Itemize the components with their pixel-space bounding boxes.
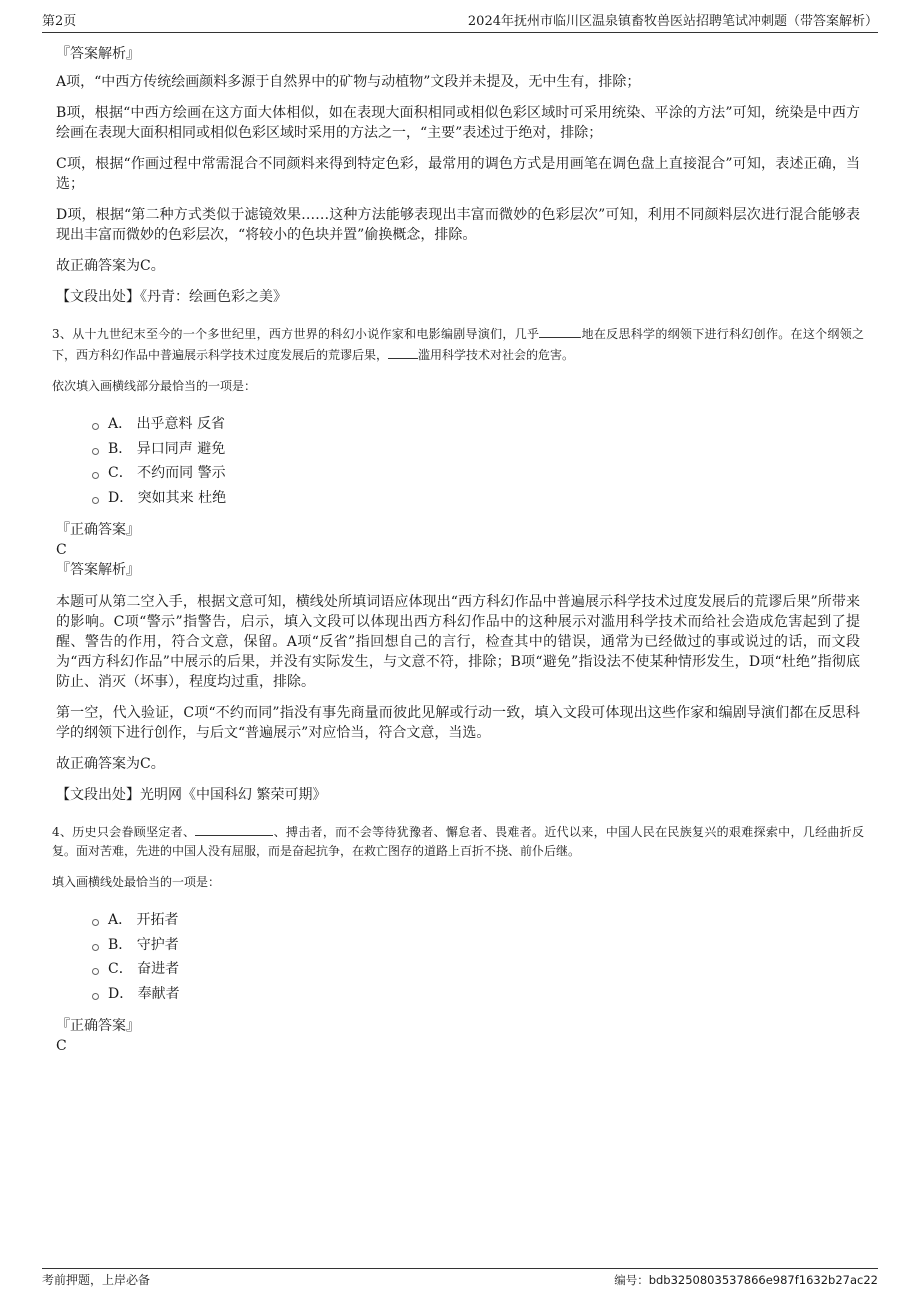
radio-icon[interactable] (92, 497, 99, 504)
radio-icon[interactable] (92, 944, 99, 951)
q2-conclusion: 故正确答案为C。 (56, 258, 165, 274)
q4-option-a[interactable] (92, 908, 864, 933)
q4-correct-answer: C (56, 1038, 67, 1054)
radio-icon[interactable] (92, 919, 99, 926)
radio-icon[interactable] (92, 448, 99, 455)
q2-source: 【文段出处】《丹青：绘画色彩之美》 (56, 289, 287, 305)
q2-analysis-b: B项，根据“中西方绘画在这方面大体相似，如在表现大面积相同或相似色彩区域时可采用统染、平涂的方法”可知，统染是中西方绘画在表现大面积相同或相似色彩区域时采用的方法之一，“主要”表述过于绝对，排除； (56, 105, 860, 141)
radio-icon[interactable] (92, 993, 99, 1000)
page-footer (42, 1268, 878, 1287)
q3-blank-2 (388, 344, 418, 359)
document-body (52, 44, 864, 1056)
document-title: 2024年抚州市临川区温泉镇畜牧兽医站招聘笔试冲刺题（带答案解析） (467, 14, 878, 29)
q4-option-c[interactable] (92, 957, 864, 982)
q4-instruction: 填入画横线处最恰当的一项是： (52, 875, 221, 889)
q4-question (52, 821, 864, 861)
q4-option-d[interactable] (92, 982, 864, 1007)
option-label: A． 出乎意料 反省 (108, 416, 226, 432)
q3-options (92, 412, 864, 510)
q3-option-b[interactable] (92, 437, 864, 462)
q4-options (92, 908, 864, 1006)
option-label: C． 奋进者 (108, 961, 180, 977)
q4-correct-title: 『正确答案』 (56, 1018, 140, 1034)
q3-text-1: 3、从十九世纪末至今的一个多世纪里，西方世界的科幻小说作家和电影编剧导演们，几乎 (52, 327, 540, 341)
q3-blank-1 (539, 323, 581, 338)
q3-analysis-1: 本题可从第二空入手，根据文意可知，横线处所填词语应体现出“西方科幻作品中普遍展示科学技术过度发展后的荒谬后果”所带来的影响。C项“警示”指警告，启示，填入文段可以体现出西方科幻作品中的这种展示对滥用科学技术而给社会造成危害起到了提醒、警告的作用，符合文意，保留。A项“反省”指回想自己的言行，检查其中的错误，通常为已经做过的事或说过的话，而文段为“西方科幻作品”中展示的后果，并没有实际发生，与文意不符，排除；B项“避免”指设法不使某种情形发生，D项“杜绝”指彻底防止、消灭（坏事），程度均过重，排除。 (56, 594, 860, 690)
q2-analysis-d: D项，根据“第二种方式类似于滤镜效果……这种方法能够表现出丰富而微妙的色彩层次”可知，利用不同颜料层次进行混合能够表现出丰富而微妙的色彩层次，“将较小的色块并置”偷换概念，排除。 (56, 207, 860, 243)
q3-analysis-2: 第一空，代入验证，C项“不约而同”指没有事先商量而彼此见解或行动一致，填入文段可体现出这些作家和编剧导演们都在反思科学的纲领下进行创作，与后文“普遍展示”对应恰当，符合文意，当选。 (56, 705, 860, 741)
radio-icon[interactable] (92, 968, 99, 975)
q3-conclusion: 故正确答案为C。 (56, 756, 165, 772)
q4-text-1: 4、历史只会眷顾坚定者、 (52, 825, 196, 839)
q3-analysis-title: 『答案解析』 (56, 562, 140, 578)
option-label: A． 开拓者 (108, 912, 179, 928)
q3-text-3: 滥用科学技术对社会的危害。 (418, 348, 575, 362)
q2-analysis-title: 『答案解析』 (56, 46, 140, 62)
page-header (42, 12, 878, 33)
q3-option-c[interactable] (92, 461, 864, 486)
option-label: C． 不约而同 警示 (108, 465, 226, 481)
footer-slogan: 考前押题，上岸必备 (42, 1273, 151, 1287)
footer-doc-id: 编号：bdb3250803537866e987f1632b27ac22 (614, 1273, 878, 1287)
q3-option-d[interactable] (92, 486, 864, 511)
q4-text-2: 、搏击者，而不会等待犹豫者、懈怠者、畏难者。近代以来，中国人民在民族复兴的艰难探索中，几经曲折反复。面对苦难，先进的中国人没有屈服，而是奋起抗争，在救亡图存的道路上百折不挠、前仆后继。 (52, 825, 864, 858)
q3-instruction: 依次填入画横线部分最恰当的一项是： (52, 379, 257, 393)
option-label: B． 异口同声 避免 (108, 440, 226, 457)
option-label: D． 突如其来 杜绝 (108, 489, 227, 506)
radio-icon[interactable] (92, 472, 99, 479)
q3-question (52, 323, 864, 365)
q3-text-2: 地在反思科学的纲领下进行科幻创作。在这个纲领之下，西方科幻作品中普遍展示科学技术过度发展后的荒谬后果， (52, 327, 864, 362)
q3-source: 【文段出处】光明网《中国科幻 繁荣可期》 (56, 787, 327, 803)
option-label: B． 守护者 (108, 936, 179, 953)
q3-correct-answer: C (56, 542, 67, 558)
radio-icon[interactable] (92, 423, 99, 430)
q4-option-b[interactable] (92, 933, 864, 958)
option-label: D． 奉献者 (108, 985, 180, 1002)
q4-blank-1 (195, 821, 273, 836)
q3-option-a[interactable] (92, 412, 864, 437)
page-number: 第2页 (42, 14, 77, 29)
q3-correct-title: 『正确答案』 (56, 522, 140, 538)
q2-analysis-c: C项，根据“作画过程中常需混合不同颜料来得到特定色彩，最常用的调色方式是用画笔在调色盘上直接混合”可知，表述正确，当选； (56, 156, 860, 192)
q2-analysis-a: A项，“中西方传统绘画颜料多源于自然界中的矿物与动植物”文段并未提及，无中生有，排除； (56, 74, 641, 90)
